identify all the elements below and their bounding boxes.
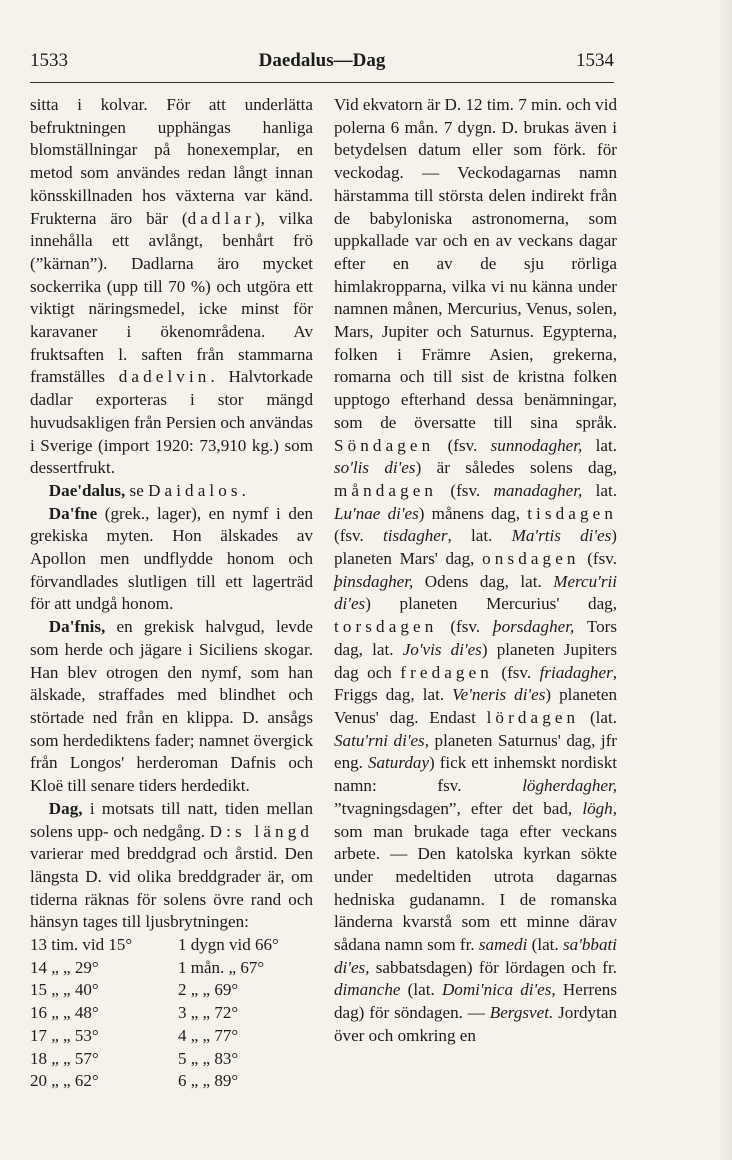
entry-dafnis: Da'fnis, en grekisk halvgud, levde som herde och jägare i Siciliens skogar. Han blev otrogen den nymf, som han älskade, straffades med blindhet och störtade ned från en klippa. D. ansågs som herdediktens fader; namnet övergick från Longos' herderoman Dafnis och Kloë till senare tiders herdedikt.	[30, 617, 313, 796]
running-header	[30, 50, 614, 76]
left-column	[30, 94, 313, 1093]
table-row: 16 „ „ 48° 3 „ „ 72°	[30, 1003, 239, 1023]
table-row: 18 „ „ 57° 5 „ „ 83°	[30, 1048, 239, 1068]
day-length-table	[30, 934, 313, 1093]
entry-dafne: Da'fne (grek., lager), en nymf i den grekiska myten. Hon älskades av Apollon men undflydde honom och förvandlades slutligen till ett lagerträd för att undgå honom.	[30, 503, 313, 614]
table-row: 20 „ „ 62° 6 „ „ 89°	[30, 1071, 239, 1091]
running-title: Daedalus—Dag	[258, 50, 386, 71]
entry-daedalus: Dae'dalus, se Daidalos.	[48, 480, 246, 500]
table-row: 14 „ „ 29° 1 mån. „ 67°	[30, 957, 265, 977]
right-column	[334, 94, 617, 1048]
header-rule	[30, 82, 614, 83]
headword-daedalus: Dae'dalus,	[48, 480, 126, 500]
page-edge-shadow	[718, 0, 732, 1160]
entry-dag: Dag, i motsats till natt, tiden mellan solens upp- och nedgång. D:s längd varierar med breddgrad och årstid. Den längsta D. vid olika breddgrader är, om tiderna räknas för solens övre rand och hänsyn tages till ljusbrytningen:	[30, 798, 313, 932]
table-row: 13 tim. vid 15° 1 dygn vid 66°	[30, 935, 279, 955]
headword-dafne: Da'fne	[48, 503, 98, 523]
dadelpalm-continuation: sitta i kolvar. För att underlätta befruktningen upphängas hanliga blomställningar på honexemplar, en metod som användes redan långt innan könsskillnaden hos växterna var känd. Frukterna äro bär (dadlar), vilka innehålla ett avlångt, benhårt frö (”kärnan”). Dadlarna äro mycket sockerrika (upp till 70 %) och utgöra ett viktigt näringsmedel, icke minst för karavaner i ökenområdena. Av fruktsaften l. saften från stammarna framställes dadelvin. Halvtorkade dadlar exporteras i stor mängd huvudsakligen från Persien och användas i Sverige (import 1920: 73,910 kg.) som dessertfrukt.	[30, 95, 313, 478]
page-number-right: 1534	[576, 50, 614, 71]
headword-dafnis: Da'fnis,	[48, 617, 106, 637]
table-row: 17 „ „ 53° 4 „ „ 77°	[30, 1025, 239, 1045]
table-row: 15 „ „ 40° 2 „ „ 69°	[30, 980, 239, 1000]
headword-dag: Dag,	[48, 798, 83, 818]
dag-continuation: Vid ekvatorn är D. 12 tim. 7 min. och vid polerna 6 mån. 7 dygn. D. brukas även i betydelsen datum eller som förk. för veckodag. — Veckodagarnas namn härstamma till största delen indirekt från de babyloniska astronomerna, som uppkallade var och en av veckans dagar efter en av de sju rörliga himlakropparna, vilka vi nu känna under namnen månen, Mercurius, Venus, solen, Mars, Jupiter och Saturnus. Egypterna, folken i Främre Asien, grekerna, romarna och till sist de kristna folken upptogo efterhand dessa benämningar, som de översatte till sina språk. Söndagen (fsv. sunnodagher, lat. so'lis di'es) är således solens dag, måndagen (fsv. manadagher, lat. Lu'nae di'es) månens dag, tisdagen (fsv. tisdagher, lat. Ma'rtis di'es) planeten Mars' dag, onsdagen (fsv. þinsdagher, Odens dag, lat. Mercu'rii di'es) planeten Mercurius' dag, torsdagen (fsv. þorsdagher, Tors dag, lat. Jo'vis di'es) planeten Jupiters dag och fredagen (fsv. friadagher, Friggs dag, lat. Ve'neris di'es) planeten Venus' dag. Endast lördagen (lat. Satu'rni di'es, planeten Saturnus' dag, jfr eng. Saturday) fick ett inhemskt nordiskt namn: fsv. lögherdagher, ”tvagningsdagen”, efter det bad, lögh, som man brukade taga efter veckans arbete. — Den katolska kyrkan sökte under medeltiden utrota dagarnas hedniska gudanamn. I de romanska länderna kvarstå som ett minne därav sådana namn som fr. samedi (lat. sa'bbati di'es, sabbatsdagen) för lördagen och fr. dimanche (lat. Domi'nica di'es, Herrens dag) för söndagen. — Bergsvet. Jordytan över och omkring en	[334, 95, 618, 1045]
page-number-left: 1533	[30, 50, 68, 71]
